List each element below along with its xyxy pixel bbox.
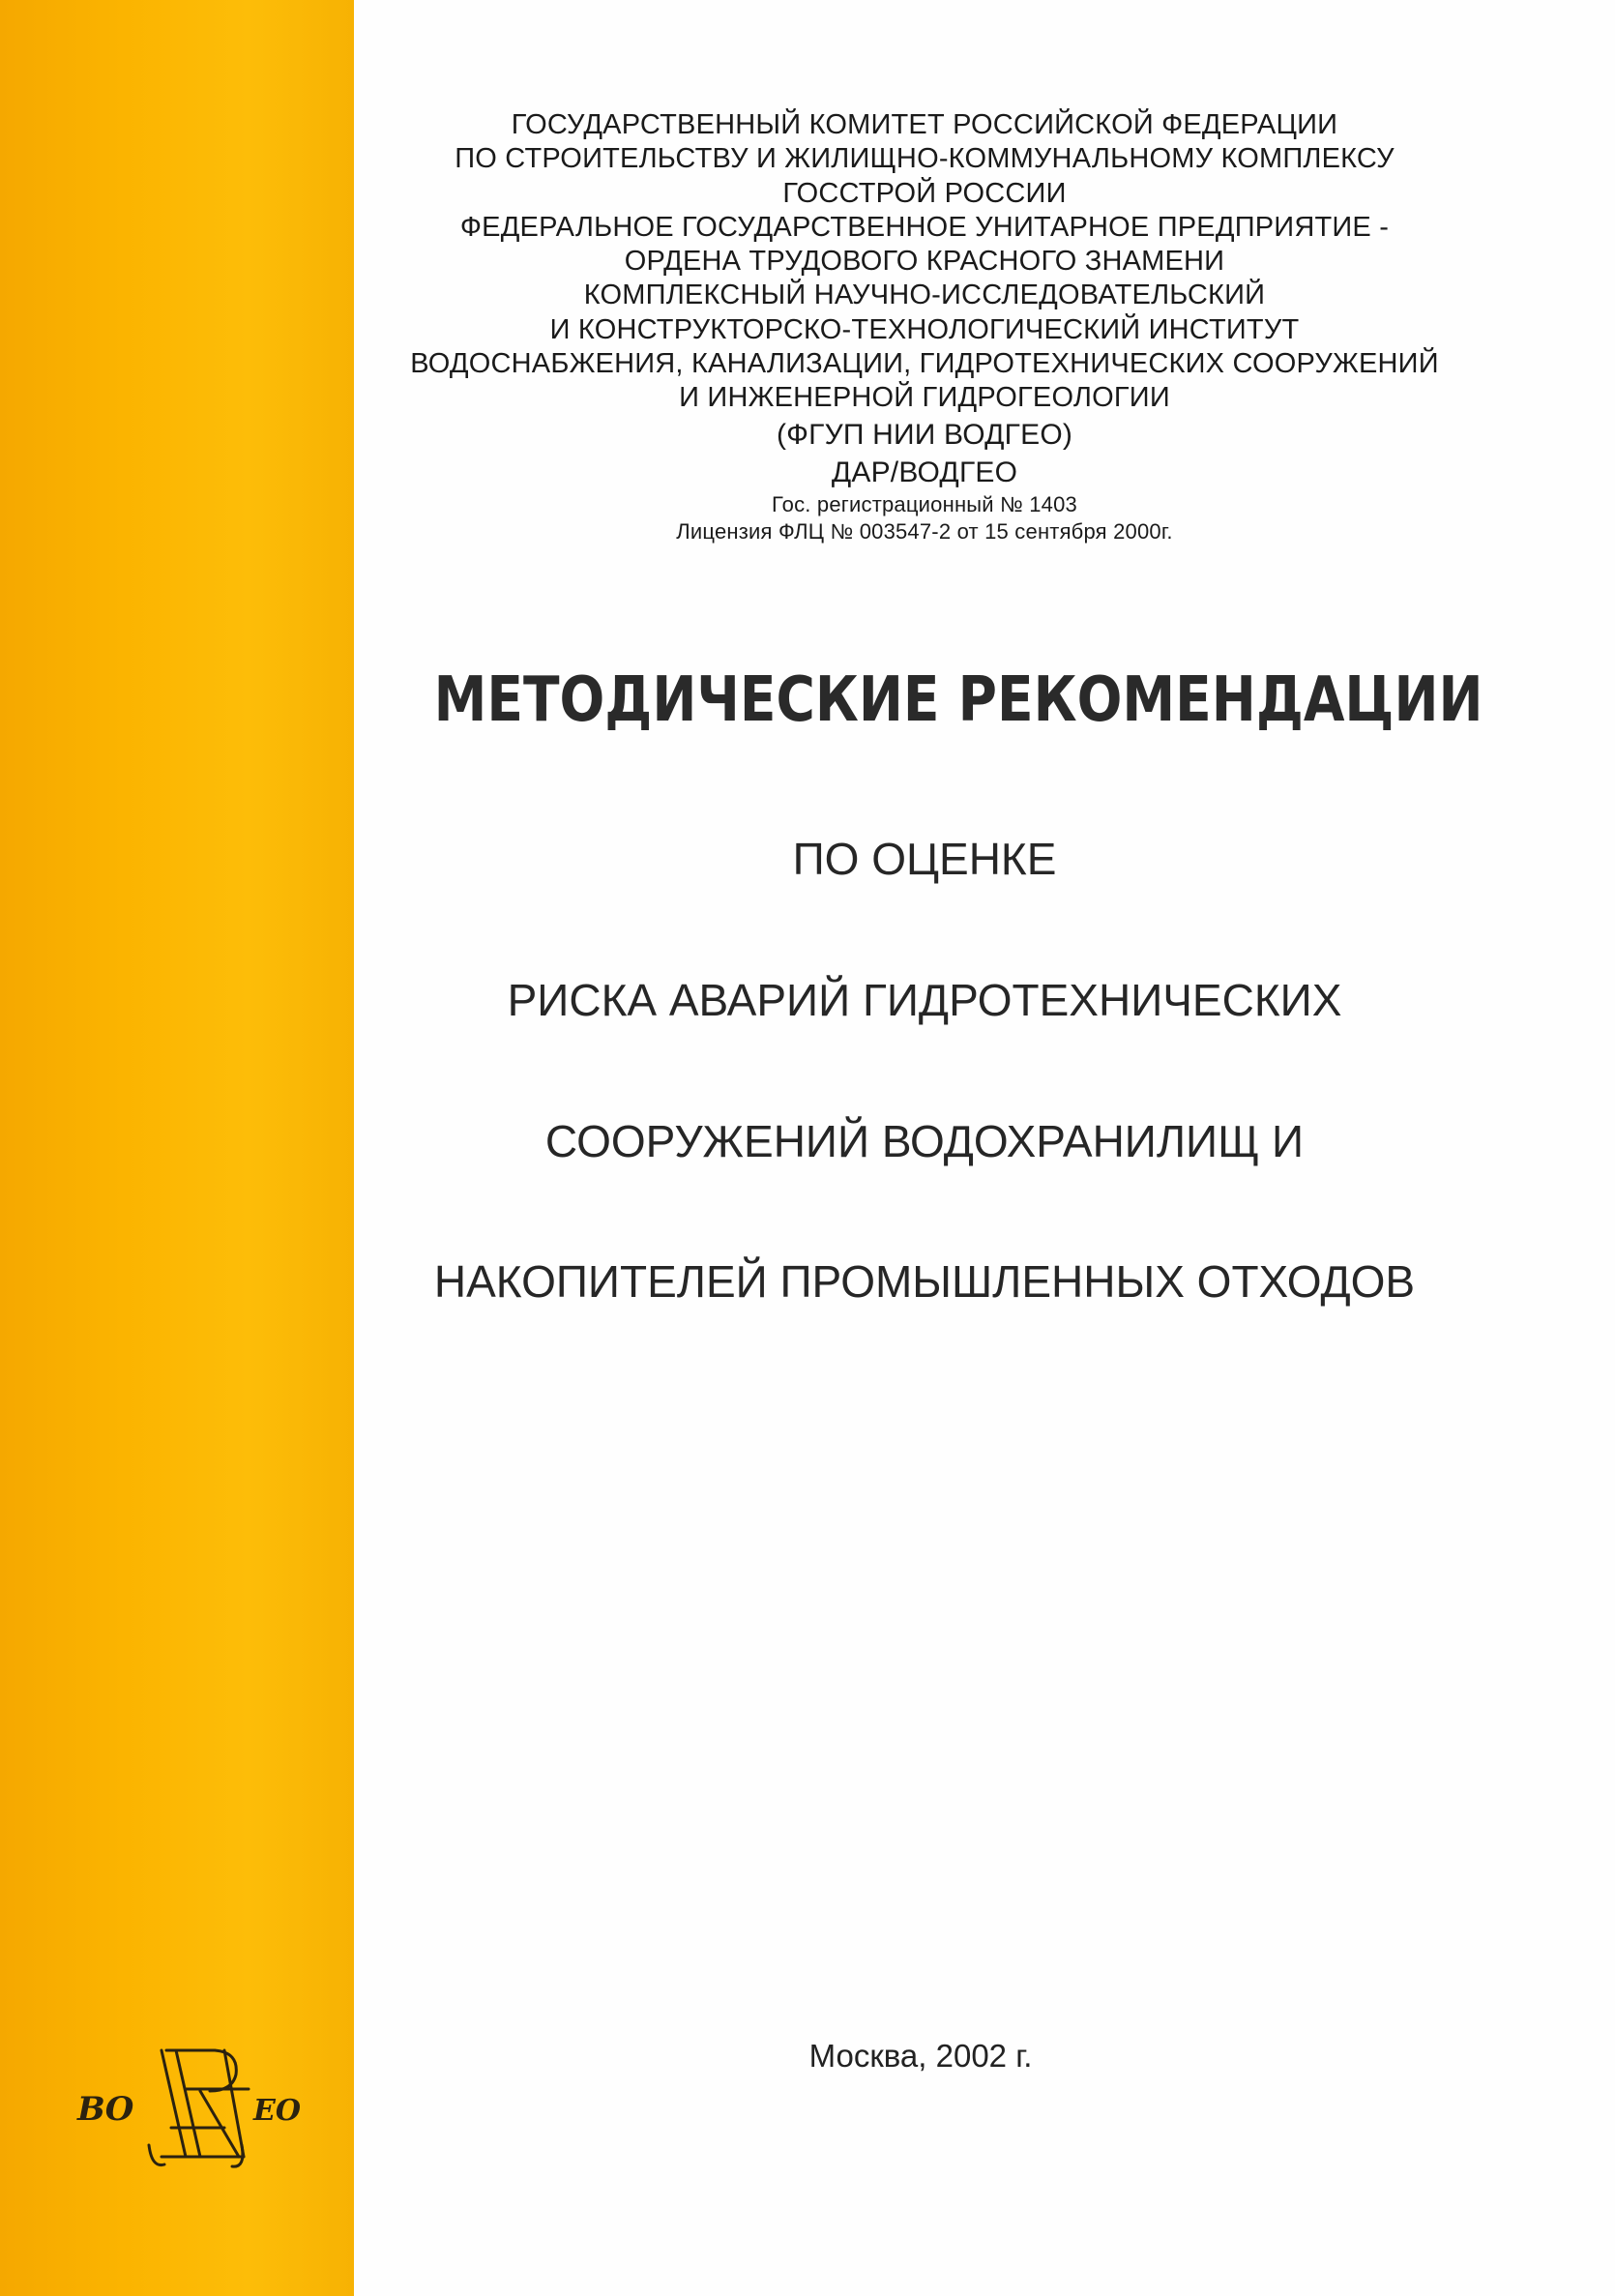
header-line: ВОДОСНАБЖЕНИЯ, КАНАЛИЗАЦИИ, ГИДРОТЕХНИЧЕСКИХ СООРУЖЕНИЙ — [410, 348, 1439, 380]
license-info: Лицензия ФЛЦ № 003547-2 от 15 сентября 2000г. — [676, 518, 1173, 544]
header-line: ФЕДЕРАЛЬНОЕ ГОСУДАРСТВЕННОЕ УНИТАРНОЕ ПРЕДПРИЯТИЕ - — [459, 211, 1390, 243]
header-line: ПО СТРОИТЕЛЬСТВУ И ЖИЛИЩНО-КОММУНАЛЬНОМУ КОМПЛЕКСУ — [455, 143, 1395, 175]
header-line: ГОСУДАРСТВЕННЫЙ КОМИТЕТ РОССИЙСКОЙ ФЕДЕРАЦИИ — [511, 109, 1338, 140]
logo-left-text: ВО — [77, 2090, 134, 2129]
header-line: ОРДЕНА ТРУДОВОГО КРАСНОГО ЗНАМЕНИ — [624, 246, 1225, 278]
subtitle-line: РИСКА АВАРИЙ ГИДРОТЕХНИЧЕСКИХ — [507, 975, 1342, 1025]
org-short-name: (ФГУП НИИ ВОДГЕО) — [776, 418, 1073, 451]
registration-number: Гос. регистрационный № 1403 — [772, 491, 1077, 516]
logo-right-text: ЕО — [253, 2094, 301, 2128]
header-line: И ИНЖЕНЕРНОЙ ГИДРОГЕОЛОГИИ — [679, 382, 1170, 414]
yellow-spine — [0, 0, 354, 2296]
subtitle-line: ПО ОЦЕНКЕ — [792, 834, 1057, 884]
org-code: ДАР/ВОДГЕО — [831, 456, 1018, 488]
city-year: Москва, 2002 г. — [808, 2038, 1033, 2074]
subtitle-line: СООРУЖЕНИЙ ВОДОХРАНИЛИЩ И — [544, 1116, 1305, 1166]
publisher-header — [354, 108, 1495, 545]
subtitle-line: НАКОПИТЕЛЕЙ ПРОМЫШЛЕННЫХ ОТХОДОВ — [433, 1256, 1416, 1307]
document-title: МЕТОДИЧЕСКИЕ РЕКОМЕНДАЦИИ — [433, 664, 1483, 736]
vodgeo-logo — [70, 2031, 311, 2176]
header-line: И КОНСТРУКТОРСКО-ТЕХНОЛОГИЧЕСКИЙ ИНСТИТУТ — [549, 313, 1300, 345]
header-line: КОМПЛЕКСНЫЙ НАУЧНО-ИССЛЕДОВАТЕЛЬСКИЙ — [583, 280, 1266, 311]
header-line: ГОССТРОЙ РОССИИ — [782, 177, 1067, 209]
